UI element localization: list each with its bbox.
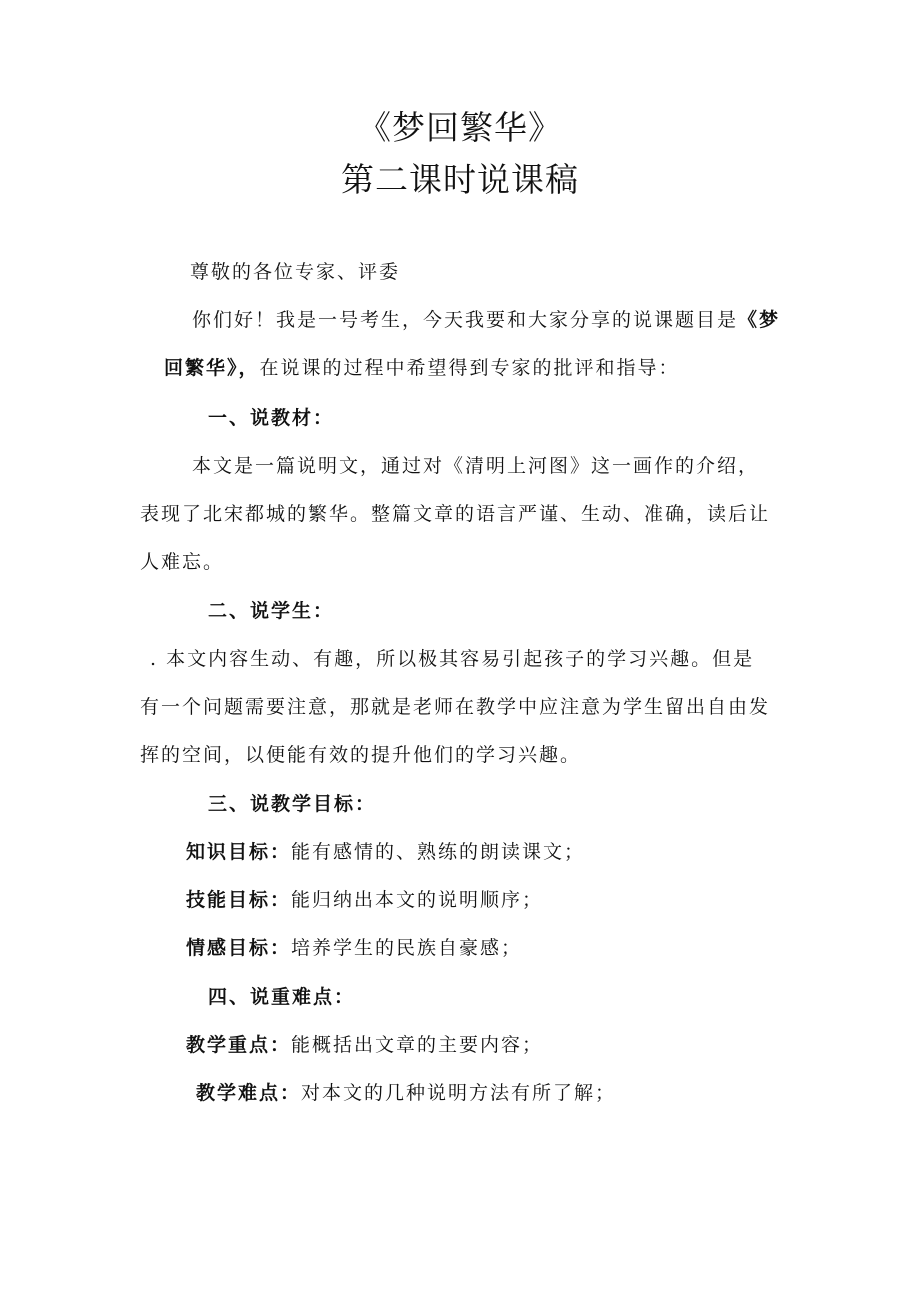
goal-text: 能归纳出本文的说明顺序； (291, 889, 544, 911)
goal-label: 技能目标： (186, 889, 292, 911)
goal-item (186, 886, 543, 914)
intro-title-ref: 《梦 (738, 309, 781, 331)
intro-text: 你们好！我是一号考生，今天我要和大家分享的说课题目是 (192, 309, 739, 331)
goal-item (186, 934, 522, 962)
document-title: 《梦回繁华》 (358, 108, 562, 147)
goal-item (186, 838, 585, 866)
section-heading-students: 二、说学生： (208, 600, 335, 622)
students-line: 有一个问题需要注意，那就是老师在教学中应注意为学生留出自由发 (140, 696, 771, 718)
goal-text: 能有感情的、熟练的朗读课文； (291, 841, 586, 863)
section-heading-materials: 一、说教材： (208, 407, 335, 429)
key-point-text: 能概括出文章的主要内容； (291, 1034, 544, 1056)
section-heading-goals: 三、说教学目标： (208, 793, 377, 815)
students-line: 挥的空间，以便能有效的提升他们的学习兴趣。 (140, 744, 582, 766)
key-point-text: 对本文的几种说明方法有所了解； (301, 1082, 617, 1104)
goal-text: 培养学生的民族自豪感； (291, 937, 523, 959)
intro-text-cont: 在说课的过程中希望得到专家的批评和指导： (259, 357, 680, 379)
key-point-item (186, 1031, 543, 1059)
goal-label: 情感目标： (186, 937, 292, 959)
materials-line: 人难忘。 (140, 551, 225, 573)
intro-line-2 (164, 354, 680, 382)
key-point-label: 教学难点： (196, 1082, 302, 1104)
key-point-item (196, 1079, 616, 1107)
materials-line: 本文是一篇说明文，通过对《清明上河图》这一画作的介绍， (192, 455, 760, 477)
intro-title-ref-cont: 回繁华》， (164, 357, 260, 379)
document-subtitle: 第二课时说课稿 (341, 160, 579, 199)
materials-line: 表现了北宋都城的繁华。整篇文章的语言严谨、生动、准确，读后让 (140, 503, 771, 525)
goal-label: 知识目标： (186, 841, 292, 863)
students-line: . 本文内容生动、有趣，所以极其容易引起孩子的学习兴趣。但是 (150, 648, 755, 670)
key-point-label: 教学重点： (186, 1034, 292, 1056)
section-heading-key-points: 四、说重难点： (208, 986, 356, 1008)
greeting: 尊敬的各位专家、评委 (190, 261, 401, 283)
intro-line-1 (192, 306, 780, 334)
